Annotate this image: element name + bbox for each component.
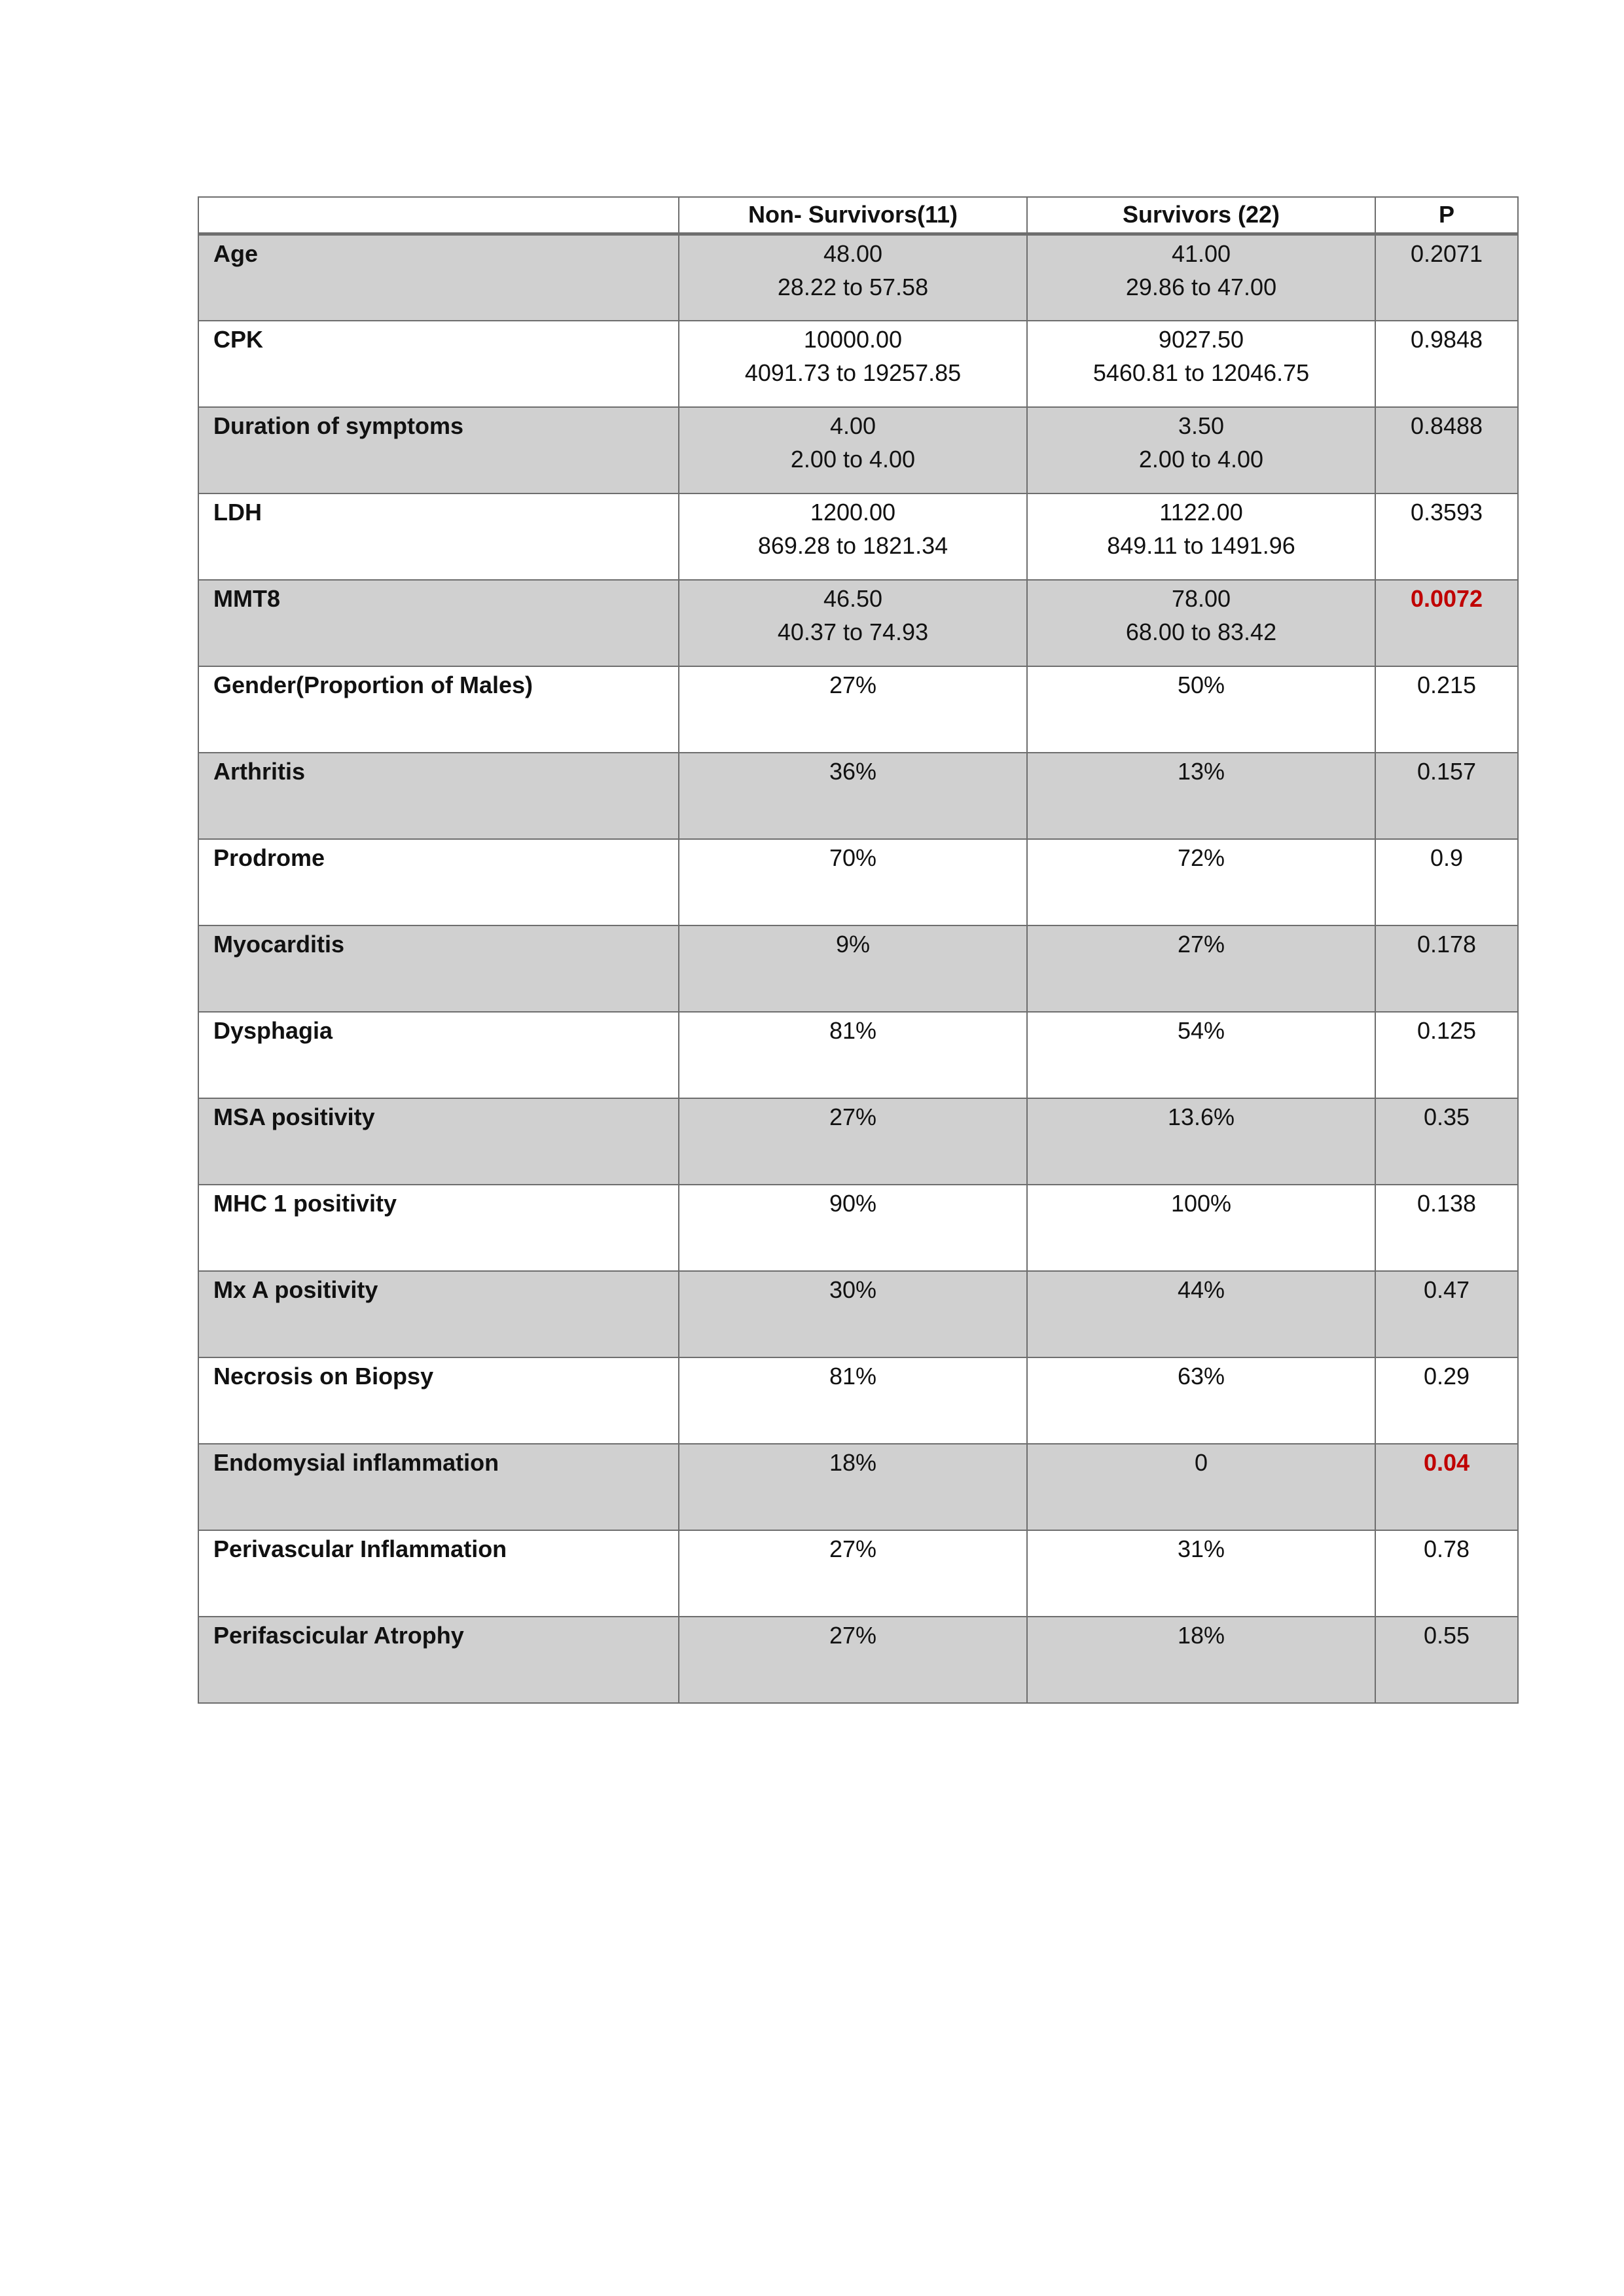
survivors-cell bbox=[1027, 234, 1375, 321]
survivors-value: 44% bbox=[1177, 1276, 1225, 1303]
survivors-cell bbox=[1027, 407, 1375, 493]
row-label-text: Duration of symptoms bbox=[213, 412, 464, 439]
p-value: 0.8488 bbox=[1410, 412, 1483, 439]
survivors-cell bbox=[1027, 839, 1375, 925]
row-label-text: Prodrome bbox=[213, 844, 325, 871]
row-label-text: Endomysial inflammation bbox=[213, 1448, 499, 1476]
table-row bbox=[198, 925, 1518, 1012]
survivors-value: 78.00 bbox=[1171, 584, 1231, 612]
table-row bbox=[198, 1617, 1518, 1703]
row-label-text: Necrosis on Biopsy bbox=[213, 1362, 434, 1390]
p-value: 0.29 bbox=[1423, 1362, 1470, 1390]
table-row bbox=[198, 839, 1518, 925]
p-value-cell bbox=[1375, 839, 1518, 925]
non-survivors-value: 27% bbox=[829, 1103, 877, 1130]
survivors-cell bbox=[1027, 580, 1375, 666]
non-survivors-cell bbox=[679, 1444, 1027, 1530]
survivors-value: 100% bbox=[1170, 1189, 1232, 1217]
row-label bbox=[198, 666, 679, 753]
p-value: 0.3593 bbox=[1410, 498, 1483, 526]
non-survivors-cell bbox=[679, 493, 1027, 580]
survivors-cell bbox=[1027, 493, 1375, 580]
non-survivors-value: 9% bbox=[835, 930, 871, 958]
p-value: 0.138 bbox=[1416, 1189, 1477, 1217]
p-value: 0.9848 bbox=[1410, 325, 1483, 353]
p-value-cell bbox=[1375, 1357, 1518, 1444]
survivors-value: 9027.50 bbox=[1158, 325, 1244, 353]
row-label-text: Dysphagia bbox=[213, 1016, 333, 1044]
p-value: 0.47 bbox=[1423, 1276, 1470, 1303]
survivors-cell bbox=[1027, 321, 1375, 407]
p-value: 0.2071 bbox=[1410, 240, 1483, 267]
table-row bbox=[198, 1185, 1518, 1271]
row-label bbox=[198, 1444, 679, 1530]
non-survivors-cell bbox=[679, 839, 1027, 925]
table-row bbox=[198, 1357, 1518, 1444]
survivors-range: 849.11 to 1491.96 bbox=[1107, 531, 1295, 559]
p-value-cell bbox=[1375, 1012, 1518, 1098]
p-value-cell bbox=[1375, 234, 1518, 321]
p-value-cell bbox=[1375, 321, 1518, 407]
table-row bbox=[198, 753, 1518, 839]
row-label bbox=[198, 1012, 679, 1098]
table-row bbox=[198, 321, 1518, 407]
row-label bbox=[198, 1530, 679, 1617]
non-survivors-cell bbox=[679, 1098, 1027, 1185]
p-value-cell bbox=[1375, 666, 1518, 753]
survivors-cell bbox=[1027, 1444, 1375, 1530]
non-survivors-cell bbox=[679, 321, 1027, 407]
p-value-cell bbox=[1375, 753, 1518, 839]
p-value-cell bbox=[1375, 580, 1518, 666]
non-survivors-cell bbox=[679, 925, 1027, 1012]
non-survivors-range: 4091.73 to 19257.85 bbox=[744, 359, 962, 386]
survivors-value: 13% bbox=[1177, 757, 1225, 785]
table-row bbox=[198, 1271, 1518, 1357]
p-value-cell bbox=[1375, 1098, 1518, 1185]
survivors-cell bbox=[1027, 753, 1375, 839]
table-row bbox=[198, 1530, 1518, 1617]
row-label-text: Arthritis bbox=[213, 757, 306, 785]
row-label-text: Age bbox=[213, 240, 259, 267]
table-row bbox=[198, 234, 1518, 321]
non-survivors-range: 28.22 to 57.58 bbox=[777, 274, 929, 300]
table-row bbox=[198, 1444, 1518, 1530]
non-survivors-value: 36% bbox=[829, 757, 877, 785]
non-survivors-cell bbox=[679, 1271, 1027, 1357]
row-label bbox=[198, 1098, 679, 1185]
p-value: 0.78 bbox=[1423, 1535, 1470, 1562]
non-survivors-range: 40.37 to 74.93 bbox=[777, 618, 929, 645]
non-survivors-cell bbox=[679, 1012, 1027, 1098]
non-survivors-cell bbox=[679, 580, 1027, 666]
p-value: 0.0072 bbox=[1410, 584, 1483, 612]
survivors-value: 3.50 bbox=[1178, 412, 1225, 439]
row-label-text: MSA positivity bbox=[213, 1103, 375, 1130]
row-label-text: MHC 1 positivity bbox=[213, 1189, 397, 1217]
survivors-cell bbox=[1027, 1271, 1375, 1357]
header-survivors: Survivors (22) bbox=[1027, 197, 1375, 234]
non-survivors-range: 2.00 to 4.00 bbox=[790, 445, 916, 473]
table-row bbox=[198, 666, 1518, 753]
p-value: 0.55 bbox=[1423, 1621, 1470, 1649]
row-label bbox=[198, 1185, 679, 1271]
row-label-text: Myocarditis bbox=[213, 930, 345, 958]
survivors-cell bbox=[1027, 1185, 1375, 1271]
non-survivors-value: 10000.00 bbox=[803, 325, 903, 353]
survivors-value: 50% bbox=[1177, 671, 1225, 698]
non-survivors-cell bbox=[679, 1357, 1027, 1444]
p-value: 0.35 bbox=[1423, 1103, 1470, 1130]
survivors-range: 2.00 to 4.00 bbox=[1138, 445, 1264, 473]
p-value: 0.04 bbox=[1423, 1448, 1470, 1476]
non-survivors-value: 18% bbox=[829, 1448, 877, 1476]
survivors-range: 5460.81 to 12046.75 bbox=[1092, 359, 1310, 386]
row-label bbox=[198, 407, 679, 493]
row-label bbox=[198, 1271, 679, 1357]
survivors-value: 41.00 bbox=[1171, 240, 1231, 267]
table-row bbox=[198, 407, 1518, 493]
row-label bbox=[198, 839, 679, 925]
header-label-cell bbox=[198, 197, 679, 234]
non-survivors-value: 27% bbox=[829, 1535, 877, 1562]
table-body bbox=[198, 234, 1518, 1703]
row-label-text: Perivascular Inflammation bbox=[213, 1535, 507, 1562]
survivors-value: 31% bbox=[1177, 1535, 1225, 1562]
p-value: 0.157 bbox=[1416, 757, 1477, 785]
row-label bbox=[198, 580, 679, 666]
row-label bbox=[198, 1617, 679, 1703]
survivors-range: 68.00 to 83.42 bbox=[1125, 618, 1277, 645]
table-row bbox=[198, 1098, 1518, 1185]
survivors-cell bbox=[1027, 666, 1375, 753]
row-label bbox=[198, 1357, 679, 1444]
p-value-cell bbox=[1375, 1185, 1518, 1271]
row-label bbox=[198, 925, 679, 1012]
non-survivors-range: 869.28 to 1821.34 bbox=[757, 531, 948, 559]
non-survivors-cell bbox=[679, 753, 1027, 839]
row-label-text: CPK bbox=[213, 325, 264, 353]
row-label bbox=[198, 234, 679, 321]
non-survivors-cell bbox=[679, 666, 1027, 753]
survivors-value: 27% bbox=[1177, 930, 1225, 958]
non-survivors-value: 27% bbox=[829, 671, 877, 698]
survivors-range: 29.86 to 47.00 bbox=[1125, 274, 1277, 300]
table-row bbox=[198, 580, 1518, 666]
row-label bbox=[198, 753, 679, 839]
non-survivors-value: 30% bbox=[829, 1276, 877, 1303]
non-survivors-value: 81% bbox=[829, 1016, 877, 1044]
survivors-value: 18% bbox=[1177, 1621, 1225, 1649]
survivors-value: 72% bbox=[1177, 844, 1225, 871]
survivors-value: 54% bbox=[1177, 1016, 1225, 1044]
non-survivors-value: 81% bbox=[829, 1362, 877, 1390]
header-non-survivors: Non- Survivors(11) bbox=[679, 197, 1027, 234]
survivors-value: 1122.00 bbox=[1159, 498, 1243, 526]
p-value-cell bbox=[1375, 493, 1518, 580]
survivors-value: 63% bbox=[1177, 1362, 1225, 1390]
p-value: 0.125 bbox=[1416, 1016, 1477, 1044]
non-survivors-value: 4.00 bbox=[829, 412, 876, 439]
survivors-cell bbox=[1027, 925, 1375, 1012]
table-header-row bbox=[198, 197, 1518, 234]
survivors-value: 0 bbox=[1194, 1448, 1208, 1476]
survivors-value: 13.6% bbox=[1167, 1103, 1235, 1130]
non-survivors-value: 90% bbox=[829, 1189, 877, 1217]
non-survivors-cell bbox=[679, 1617, 1027, 1703]
p-value: 0.215 bbox=[1416, 671, 1477, 698]
survivors-cell bbox=[1027, 1012, 1375, 1098]
non-survivors-value: 27% bbox=[829, 1621, 877, 1649]
survivors-cell bbox=[1027, 1530, 1375, 1617]
p-value: 0.9 bbox=[1430, 844, 1464, 871]
table-row bbox=[198, 493, 1518, 580]
row-label bbox=[198, 321, 679, 407]
non-survivors-cell bbox=[679, 234, 1027, 321]
non-survivors-value: 1200.00 bbox=[810, 498, 896, 526]
p-value-cell bbox=[1375, 925, 1518, 1012]
table-row bbox=[198, 1012, 1518, 1098]
non-survivors-cell bbox=[679, 1185, 1027, 1271]
non-survivors-cell bbox=[679, 1530, 1027, 1617]
header-p-value: P bbox=[1375, 197, 1518, 234]
row-label-text: MMT8 bbox=[213, 584, 280, 612]
p-value-cell bbox=[1375, 1617, 1518, 1703]
p-value-cell bbox=[1375, 1271, 1518, 1357]
row-label bbox=[198, 493, 679, 580]
non-survivors-value: 70% bbox=[829, 844, 877, 871]
row-label-text: Gender(Proportion of Males) bbox=[213, 671, 533, 698]
comparison-table bbox=[198, 196, 1519, 1704]
row-label-text: LDH bbox=[213, 498, 262, 526]
row-label-text: Mx A positivity bbox=[213, 1276, 378, 1303]
survivors-cell bbox=[1027, 1357, 1375, 1444]
non-survivors-value: 48.00 bbox=[823, 240, 883, 267]
p-value-cell bbox=[1375, 407, 1518, 493]
p-value: 0.178 bbox=[1416, 930, 1477, 958]
survivors-cell bbox=[1027, 1617, 1375, 1703]
row-label-text: Perifascicular Atrophy bbox=[213, 1621, 464, 1649]
p-value-cell bbox=[1375, 1444, 1518, 1530]
non-survivors-cell bbox=[679, 407, 1027, 493]
p-value-cell bbox=[1375, 1530, 1518, 1617]
survivors-cell bbox=[1027, 1098, 1375, 1185]
non-survivors-value: 46.50 bbox=[823, 584, 883, 612]
